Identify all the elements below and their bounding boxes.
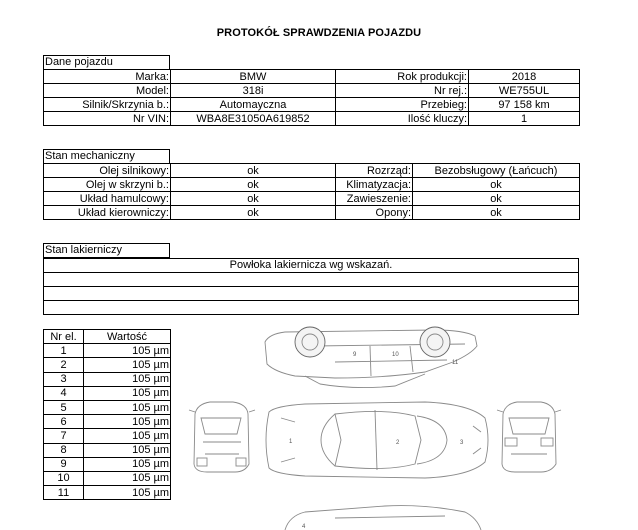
table-row [44, 471, 171, 485]
car-rear-view [497, 402, 561, 472]
mechanical-value: ok [413, 178, 580, 192]
wheel-icon [295, 327, 325, 357]
thickness-value: 105 µm [84, 400, 171, 414]
paint-thickness-table [43, 329, 171, 500]
diagram-label: 2 [396, 440, 400, 446]
mechanical-value: ok [171, 164, 336, 178]
mechanical-label: Olej w skrzyni b.: [44, 178, 171, 192]
vehicle-label: Marka: [44, 70, 171, 84]
thickness-value: 105 µm [84, 344, 171, 358]
diagram-label: 3 [460, 440, 464, 446]
mechanical-label: Opony: [336, 206, 413, 220]
vehicle-data-table [43, 69, 580, 126]
vehicle-label: Ilość kluczy: [336, 112, 469, 126]
vehicle-label: Nr rej.: [336, 84, 469, 98]
paint-empty-row [43, 286, 579, 301]
diagram-label: 11 [452, 360, 459, 366]
table-row [44, 486, 171, 500]
table-row [44, 400, 171, 414]
vehicle-label: Silnik/Skrzynia b.: [44, 98, 171, 112]
table-header-row [44, 330, 171, 344]
table-row [44, 415, 171, 429]
table-row [44, 178, 580, 192]
vehicle-label: Nr VIN: [44, 112, 171, 126]
vehicle-value: WE755UL [469, 84, 580, 98]
page-title: PROTOKÓŁ SPRAWDZENIA POJAZDU [216, 27, 422, 39]
diagram-label: 1 [289, 439, 293, 445]
element-number: 10 [44, 471, 84, 485]
table-row [44, 84, 580, 98]
mechanical-table [43, 163, 580, 220]
mechanical-label: Klimatyzacja: [336, 178, 413, 192]
table-row [44, 344, 171, 358]
table-row [44, 372, 171, 386]
element-number: 11 [44, 486, 84, 500]
vehicle-value: 318i [171, 84, 336, 98]
vehicle-label: Model: [44, 84, 171, 98]
table-row [44, 429, 171, 443]
mechanical-value: ok [171, 178, 336, 192]
element-number: 7 [44, 429, 84, 443]
thickness-value: 105 µm [84, 457, 171, 471]
table-row [44, 192, 580, 206]
element-number: 1 [44, 344, 84, 358]
mechanical-label: Układ kierowniczy: [44, 206, 171, 220]
element-number: 4 [44, 386, 84, 400]
diagram-label: 9 [353, 352, 357, 358]
table-row [44, 112, 580, 126]
car-diagram [185, 322, 585, 530]
element-number: 8 [44, 443, 84, 457]
mechanical-value: Bezobsługowy (Łańcuch) [413, 164, 580, 178]
table-row [44, 386, 171, 400]
mechanical-label: Rozrząd: [336, 164, 413, 178]
vehicle-value: BMW [171, 70, 336, 84]
vehicle-value: 2018 [469, 70, 580, 84]
thickness-value: 105 µm [84, 471, 171, 485]
element-number: 3 [44, 372, 84, 386]
table-row [44, 164, 580, 178]
mechanical-value: ok [413, 192, 580, 206]
table-row [44, 70, 580, 84]
column-header-nr: Nr el. [44, 330, 84, 344]
element-number: 5 [44, 400, 84, 414]
thickness-value: 105 µm [84, 429, 171, 443]
mechanical-section-label: Stan mechaniczny [43, 149, 170, 164]
table-row [44, 358, 171, 372]
column-header-value: Wartość [84, 330, 171, 344]
thickness-value: 105 µm [84, 486, 171, 500]
mechanical-label: Zawieszenie: [336, 192, 413, 206]
vehicle-value: 1 [469, 112, 580, 126]
diagram-label: 10 [392, 352, 399, 358]
mechanical-label: Olej silnikowy: [44, 164, 171, 178]
vehicle-value: 97 158 km [469, 98, 580, 112]
car-side-view-bottom [285, 506, 481, 530]
table-row [44, 457, 171, 471]
thickness-value: 105 µm [84, 372, 171, 386]
paint-empty-row [43, 272, 579, 287]
paint-section-label: Stan lakierniczy [43, 243, 170, 258]
element-number: 9 [44, 457, 84, 471]
car-front-view [189, 402, 255, 472]
vehicle-label: Przebieg: [336, 98, 469, 112]
thickness-value: 105 µm [84, 386, 171, 400]
thickness-value: 105 µm [84, 415, 171, 429]
vehicle-section-label: Dane pojazdu [43, 55, 170, 70]
paint-empty-row [43, 300, 579, 315]
thickness-value: 105 µm [84, 358, 171, 372]
paint-note: Powłoka lakiernicza wg wskazań. [43, 258, 579, 273]
element-number: 6 [44, 415, 84, 429]
mechanical-value: ok [171, 192, 336, 206]
table-row [44, 443, 171, 457]
car-side-view-top [265, 327, 477, 388]
table-row [44, 98, 580, 112]
thickness-value: 105 µm [84, 443, 171, 457]
vehicle-value: WBA8E31050A619852 [171, 112, 336, 126]
wheel-icon [420, 327, 450, 357]
table-row [44, 206, 580, 220]
vehicle-value: Automayczna [171, 98, 336, 112]
element-number: 2 [44, 358, 84, 372]
mechanical-value: ok [171, 206, 336, 220]
mechanical-label: Układ hamulcowy: [44, 192, 171, 206]
vehicle-label: Rok produkcji: [336, 70, 469, 84]
mechanical-value: ok [413, 206, 580, 220]
diagram-label: 4 [302, 524, 306, 530]
car-top-view [266, 402, 488, 478]
